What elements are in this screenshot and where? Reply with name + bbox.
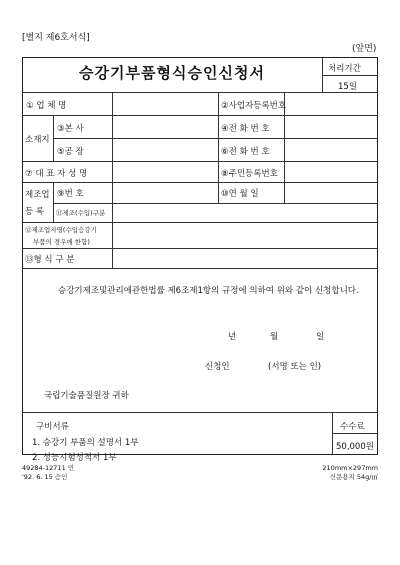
location-label: 소재지 — [25, 135, 50, 145]
footer-left — [22, 464, 74, 481]
footer-form-number: 49284-12711 민 — [22, 464, 75, 472]
required-doc-2: 2. 성능시험성적서 1부 — [32, 453, 117, 463]
fee-label: 수수료 — [340, 422, 365, 432]
head-office-label: ③본 사 — [57, 124, 84, 134]
date-year: 년 — [228, 332, 237, 342]
front-side-label: (앞면) — [352, 44, 377, 54]
applicant-label: 신청인 — [205, 362, 230, 372]
factory-label: ⑤공 장 — [57, 147, 84, 157]
form-reference: [별지 제6호서식] — [22, 33, 90, 43]
footer-paper-size: 210mm×297mm — [322, 464, 378, 472]
representative-label: ⑦ 대 표 자 성 명 — [25, 169, 88, 179]
required-docs-header: 구비서류 — [36, 422, 69, 432]
addressee: 국립기술품질원장 귀하 — [44, 391, 129, 401]
phone-label-2: ⑥전 화 번 호 — [221, 147, 270, 157]
manufacturer-reg-label: 제조업 등 록 — [25, 190, 50, 217]
fee-value: 50,000원 — [336, 442, 374, 452]
business-reg-label: ②사업자등록번호 — [221, 101, 287, 111]
resident-reg-label: ⑧주민등록번호 — [221, 169, 278, 179]
reg-date-label: ⑩연 월 일 — [221, 189, 259, 199]
footer-paper-type: 신문용지 54g/㎡ — [329, 472, 378, 481]
form-title: 승강기부품형식승인신청서 — [79, 64, 265, 82]
reg-number-label: ⑨번 호 — [57, 189, 84, 199]
footer-right — [300, 464, 378, 481]
required-doc-1: 1. 승강기 부품의 설명서 1부 — [32, 438, 139, 448]
company-name-label: ① 업 체 명 — [26, 101, 67, 111]
processing-period-value: 15일 — [338, 82, 358, 92]
manu-import-type-label: ⑪제조(수입)구분 — [56, 209, 106, 217]
signature-label: (서명 또는 인) — [268, 362, 322, 372]
manufacturer-name-label-line1: ⑫제조업자명(수입승강기 — [25, 226, 97, 234]
manufacturer-name-label-line2: 부품의 경우에 한함) — [33, 238, 90, 246]
model-type-label: ⑬형 식 구 분 — [25, 255, 75, 265]
processing-period-label: 처리기간 — [328, 64, 361, 74]
footer-approval: '92. 6. 15 승인 — [22, 472, 68, 481]
date-day: 일 — [316, 332, 325, 342]
date-month: 월 — [270, 332, 279, 342]
phone-label-1: ④전 화 번 호 — [221, 124, 270, 134]
application-statement: 승강기제조및관리에관한법률 제6조제1항의 규정에 의하여 위와 같이 신청합니다. — [58, 286, 359, 296]
